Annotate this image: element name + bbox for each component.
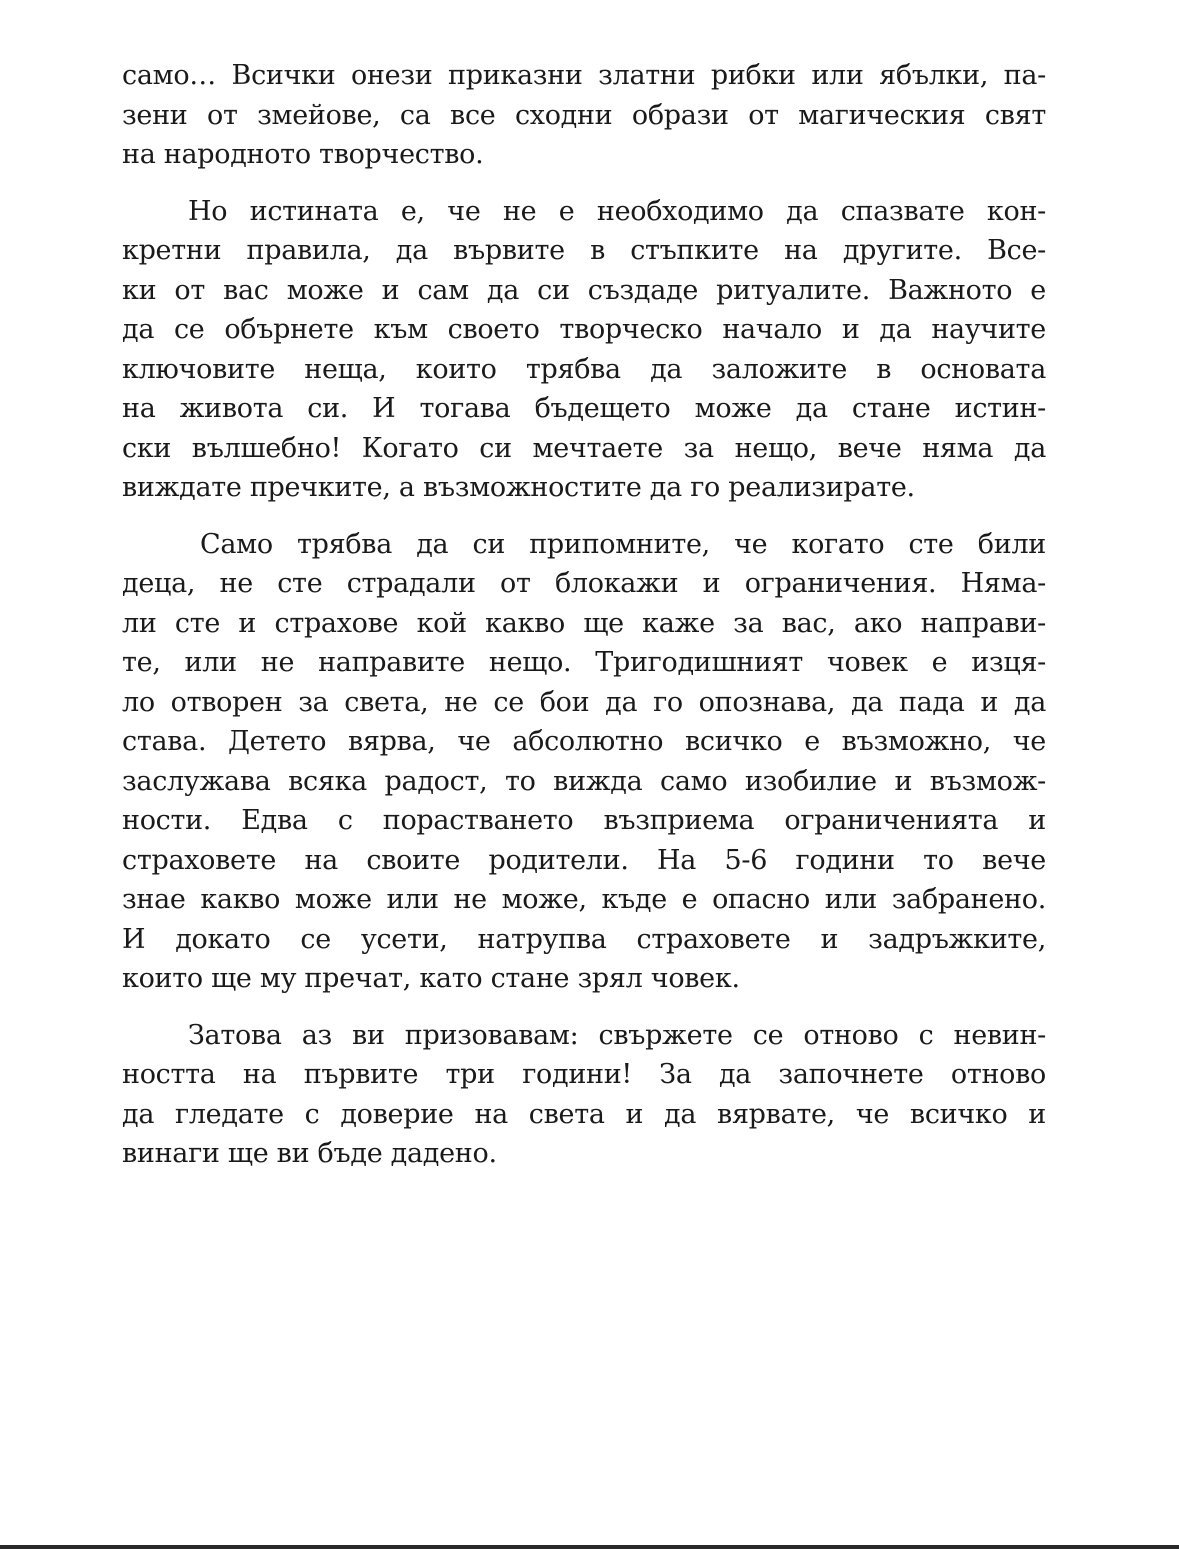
text-line: заслужава всяка радост, то вижда само изобилие и възмож-: [122, 765, 1046, 797]
text-line: зени от змейове, са все сходни образи от магическия свят: [122, 99, 1046, 131]
text-line: ло отворен за света, не се бои да го опознава, да пада и да: [122, 686, 1046, 718]
text-line: ски вълшебно! Когато си мечтаете за нещо, вече няма да: [122, 432, 1046, 464]
text-line: ки от вас може и сам да си създаде ритуалите. Важното е: [122, 274, 1046, 306]
text-line: деца, не сте страдали от блокажи и ограничения. Няма-: [122, 568, 1046, 599]
text-line: ността на първите три години! За да започнете отново: [122, 1059, 1046, 1090]
text-line: да гледате с доверие на света и да вярвате, че всичко и: [122, 1098, 1046, 1130]
text-line: само… Всички онези приказни златни рибки или ябълки, па-: [122, 60, 1046, 91]
paragraph-2: [122, 192, 1046, 508]
paragraph-3: [122, 525, 1046, 999]
text-line: на народното творчество.: [122, 139, 484, 170]
paragraph-1: [122, 56, 1046, 175]
text-line: те, или не направите нещо. Тригодишният човек е изця-: [122, 647, 1046, 678]
text-line: ли сте и страхове кой какво ще каже за вас, ако направи-: [122, 607, 1046, 639]
text-line: на живота си. И тогава бъдещето може да стане истин-: [122, 393, 1046, 424]
paragraph-spacer: [122, 508, 1046, 525]
text-line: Само трябва да си припомните, че когато сте били: [200, 528, 1046, 560]
text-line: кретни правила, да вървите в стъпките на другите. Все-: [122, 235, 1046, 266]
text-line: Затова аз ви призовавам: свържете се отново с невин-: [188, 1019, 1046, 1051]
text-line: страховете на своите родители. На 5-6 години то вече: [122, 844, 1046, 876]
text-column: [122, 56, 1046, 1174]
paragraph-spacer: [122, 175, 1046, 192]
paragraph-4: [122, 1016, 1046, 1174]
text-line: виждате пречките, а възможностите да го реализирате.: [122, 472, 915, 503]
text-line: става. Детето вярва, че абсолютно всичко е възможно, че: [122, 726, 1046, 757]
text-line: винаги ще ви бъде дадено.: [122, 1138, 497, 1169]
text-line: които ще му пречат, като стане зрял човек.: [122, 963, 740, 994]
text-line: знае какво може или не може, къде е опасно или забранено.: [122, 884, 1046, 915]
text-line: да се обърнете към своето творческо начало и да научите: [122, 314, 1046, 345]
paragraph-spacer: [122, 999, 1046, 1016]
text-line: Но истината е, че не е необходимо да спазвате кон-: [188, 195, 1046, 227]
text-line: ности. Едва с порастването възприема ограниченията и: [122, 805, 1046, 836]
text-line: ключовите неща, които трябва да заложите в основата: [122, 353, 1046, 385]
text-line: И докато се усети, натрупва страховете и задръжките,: [122, 923, 1046, 955]
page-bottom-edge: [0, 1545, 1179, 1549]
